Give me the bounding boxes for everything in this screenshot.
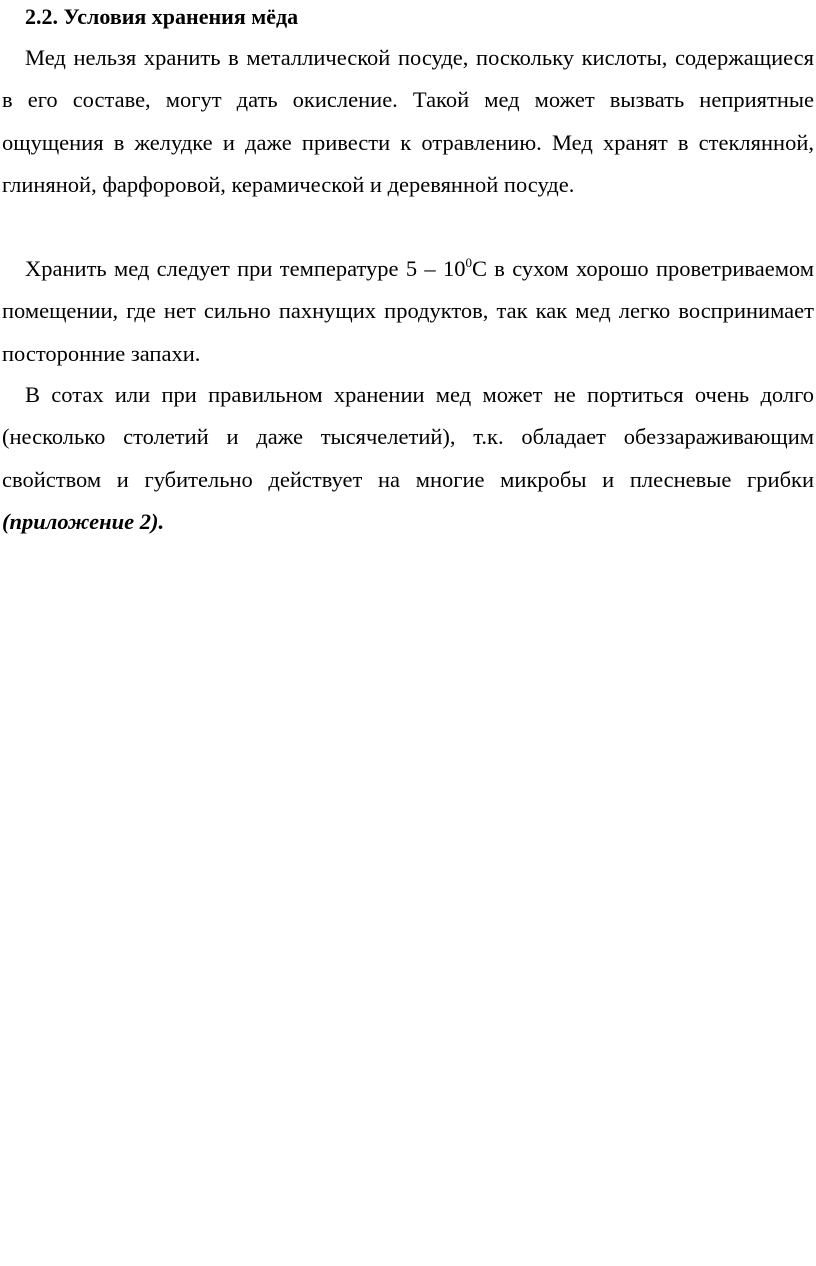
temperature-text-continued: С в сухом хорошо проветриваемом помещении, где нет сильно пахнущих продуктов, так как мед легко воспринимает посторонние запахи.: [2, 256, 814, 366]
temperature-text: Хранить мед следует при температуре 5 – 10: [25, 256, 466, 281]
paragraph-storage-temperature: [2, 248, 814, 375]
section-heading: 2.2. Условия хранения мёда: [25, 4, 299, 29]
paragraph-storage-containers: Мед нельзя хранить в металлической посуде, поскольку кислоты, содержащиеся в его составе, могут дать окисление. Такой мед может вызвать неприятные ощущения в желудке и даже привести к отравлению. Мед хранят в стеклянной, глиняной, фарфоровой, керамической и деревянной посуде.: [2, 45, 814, 197]
appendix-reference: (приложение 2): [2, 508, 159, 534]
paragraph-storage-duration: [2, 374, 814, 543]
duration-text: В сотах или при правильном хранении мед может не портиться очень долго (несколько столетий и даже тысячелетий), т.к. обладает обеззараживающим свойством и губительно действует на многие микробы и плесневые грибки: [2, 382, 814, 492]
degree-superscript: 0: [465, 255, 472, 270]
appendix-reference-period: .: [158, 508, 165, 534]
